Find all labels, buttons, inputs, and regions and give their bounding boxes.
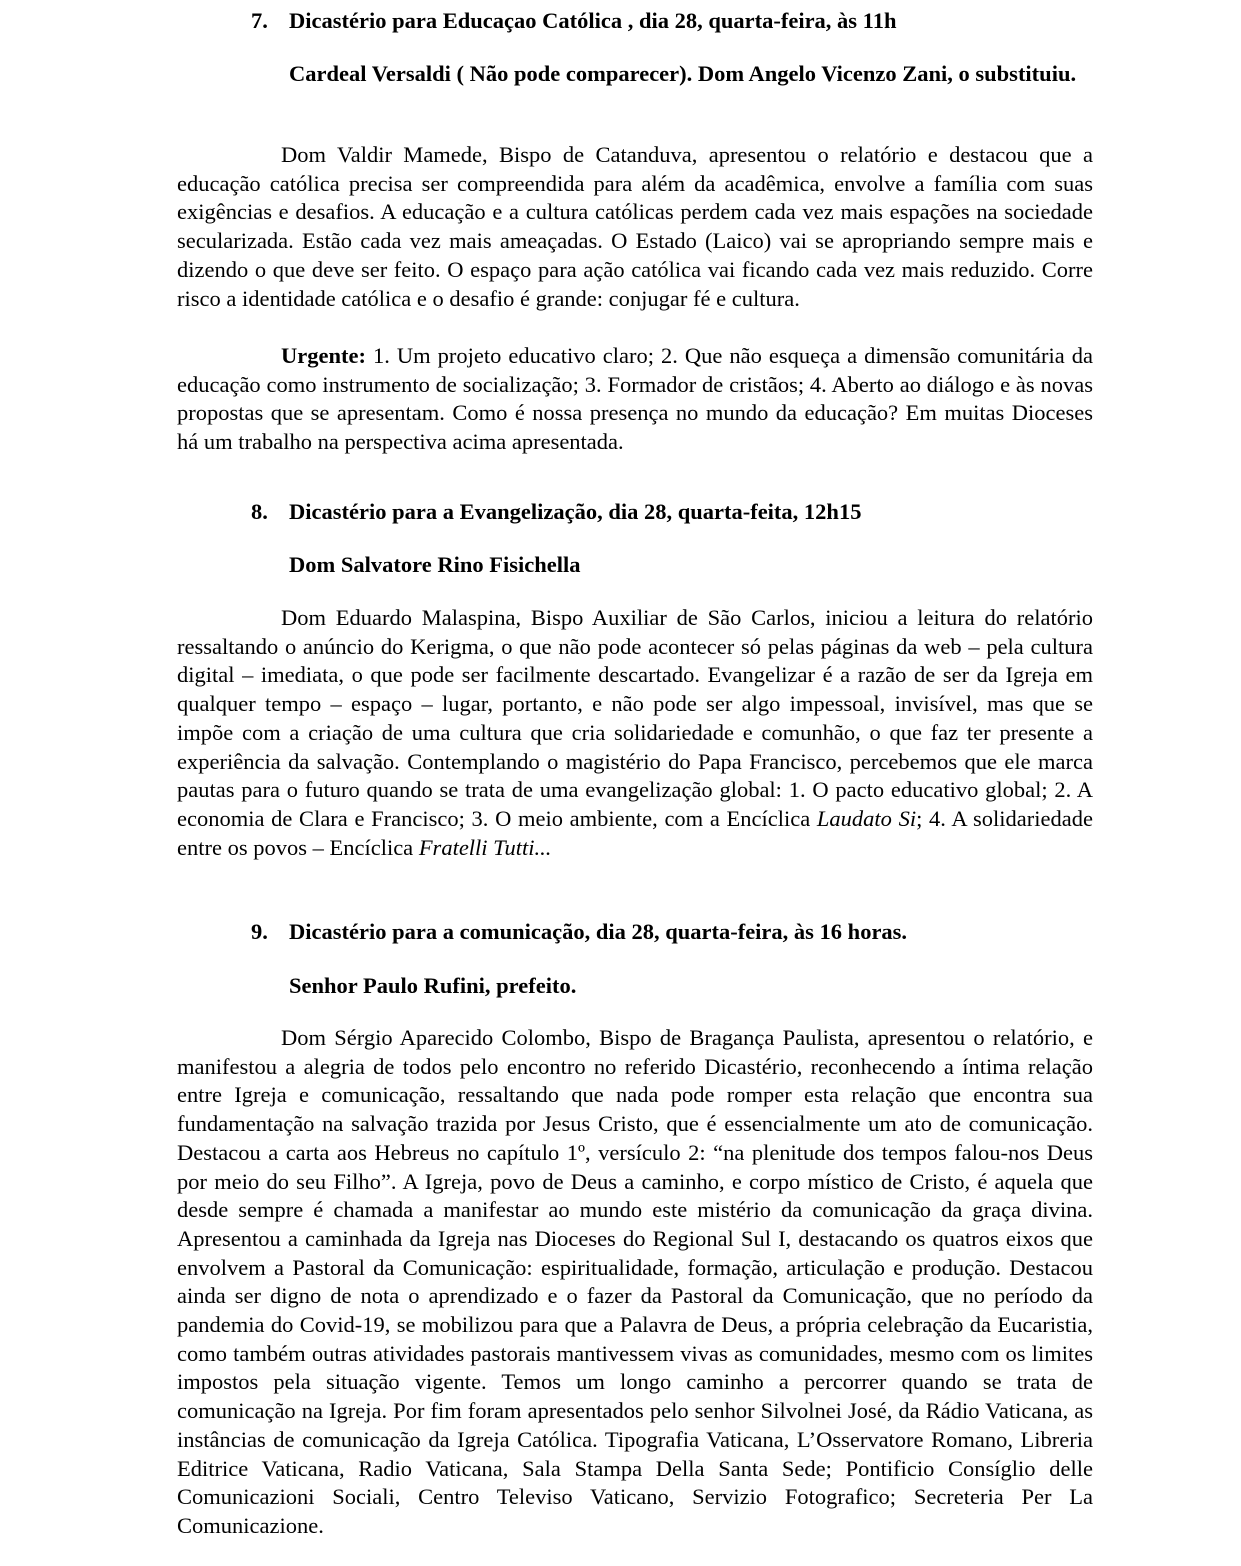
section-8-paragraph <box>177 604 1093 862</box>
section-8-heading <box>177 497 1093 526</box>
section-8-title: Dicastério para a Evangelização, dia 28, quarta-feita, 12h15 <box>289 499 862 524</box>
encyclical-laudato-si: Laudato Si <box>816 805 917 831</box>
section-7-paragraph-2 <box>177 342 1093 457</box>
section-7-paragraph-1: Dom Valdir Mamede, Bispo de Catanduva, apresentou o relatório e destacou que a educação católica precisa ser compreendida para além da acadêmica, envolve a família com suas exigências e desafios. A educação e a cultura católicas perdem cada vez mais espações na sociedade secularizada. Estão cada vez mais ameaçadas. O Estado (Laico) vai se apropriando sempre mais e dizendo o que deve ser feito. O espaço para ação católica vai ficando cada vez mais reduzido. Corre risco a identidade católica e o desafio é grande: conjugar fé e cultura. <box>177 142 1093 311</box>
section-9-number: 9. <box>251 919 268 944</box>
section-7-number: 7. <box>251 8 268 33</box>
section-7-heading <box>177 6 1093 35</box>
section-8-speaker: Dom Salvatore Rino Fisichella <box>289 552 581 577</box>
urgent-label: Urgente: <box>281 343 366 368</box>
urgent-text: 1. Um projeto educativo claro; 2. Que não esqueça a dimensão comunitária da educação como instrumento de socialização; 3. Formador de cristãos; 4. Aberto ao diálogo e às novas propostas que se apresentam. Como é nossa presença no mundo da educação? Em muitas Dioceses há um trabalho na perspectiva acima apresentada. <box>177 343 1093 455</box>
section-7-title: Dicastério para Educaçao Católica , dia 28, quarta-feira, às 11h <box>289 8 897 33</box>
section-9-heading <box>177 917 1093 946</box>
section-8-text-part-3: ... <box>534 834 552 860</box>
section-9-title: Dicastério para a comunicação, dia 28, quarta-feira, às 16 horas. <box>289 919 908 944</box>
section-8-text-part-2: ; 4. A solidariedade entre os povos – Encíclica <box>177 805 1093 860</box>
section-8-text-part-1: Dom Eduardo Malaspina, Bispo Auxiliar de São Carlos, iniciou a leitura do relatório ressaltando o anúncio do Kerigma, o que não pode acontecer só pelas páginas da web – pela cultura digital – imediata, o que pode ser facilmente descartado. Evangelizar é a razão de ser da Igreja em qualquer tempo – espaço – lugar, portanto, e não pode ser algo impessoal, invisível, mas que se impõe com a criação de uma cultura que cria solidariedade e comunhão, o que faz ter presente a experiência da salvação. Contemplando o magistério do Papa Francisco, percebemos que ele marca pautas para o futuro quando se trata de uma evangelização global: 1. O pacto educativo global; 2. A economia de Clara e Francisco; 3. O meio ambiente, com a Encíclica <box>177 605 1093 831</box>
section-9-paragraph: Dom Sérgio Aparecido Colombo, Bispo de Bragança Paulista, apresentou o relatório, e manifestou a alegria de todos pelo encontro no referido Dicastério, reconhecendo a íntima relação entre Igreja e comunicação, ressaltando que nada pode romper esta relação que encontra sua fundamentação na salvação trazida por Jesus Cristo, que é essencialmente um ato de comunicação. Destacou a carta aos Hebreus no capítulo 1º, versículo 2: “na plenitude dos tempos falou-nos Deus por meio do seu Filho”. A Igreja, povo de Deus a caminho, e corpo místico de Cristo, é aquela que desde sempre é chamada a manifestar ao mundo este mistério da comunicação da graça divina. Apresentou a caminhada da Igreja nas Dioceses do Regional Sul I, destacando os quatros eixos que envolvem a Pastoral da Comunicação: espiritualidade, formação, articulação e produção. Destacou ainda ser digno de nota o aprendizado e o fazer da Pastoral da Comunicação, que no período da pandemia do Covid-19, se mobilizou para que a Palavra de Deus, a própria celebração da Eucaristia, como também outras atividades pastorais mantivessem vivas as comunidades, mesmo com os limites impostos pela situação vigente. Temos um longo caminho a percorrer quando se trata de comunicação na Igreja. Por fim foram apresentados pelo senhor Silvolnei José, da Rádio Vaticana, as instâncias de comunicação da Igreja Católica. Tipografia Vaticana, L’Osservatore Romano, Libreria Editrice Vaticana, Radio Vaticana, Sala Stampa Della Santa Sede; Pontificio Consíglio delle Comunicazioni Sociali, Centro Televiso Vaticano, Servizio Fotografico; Secreteria Per La Comunicazione. <box>177 1025 1093 1538</box>
encyclical-fratelli-tutti: Fratelli Tutti <box>418 834 535 860</box>
section-9-speaker: Senhor Paulo Rufini, prefeito. <box>289 973 577 998</box>
section-8-number: 8. <box>251 499 268 524</box>
section-7-speaker: Cardeal Versaldi ( Não pode comparecer). Dom Angelo Vicenzo Zani, o substituiu. <box>289 61 1077 86</box>
